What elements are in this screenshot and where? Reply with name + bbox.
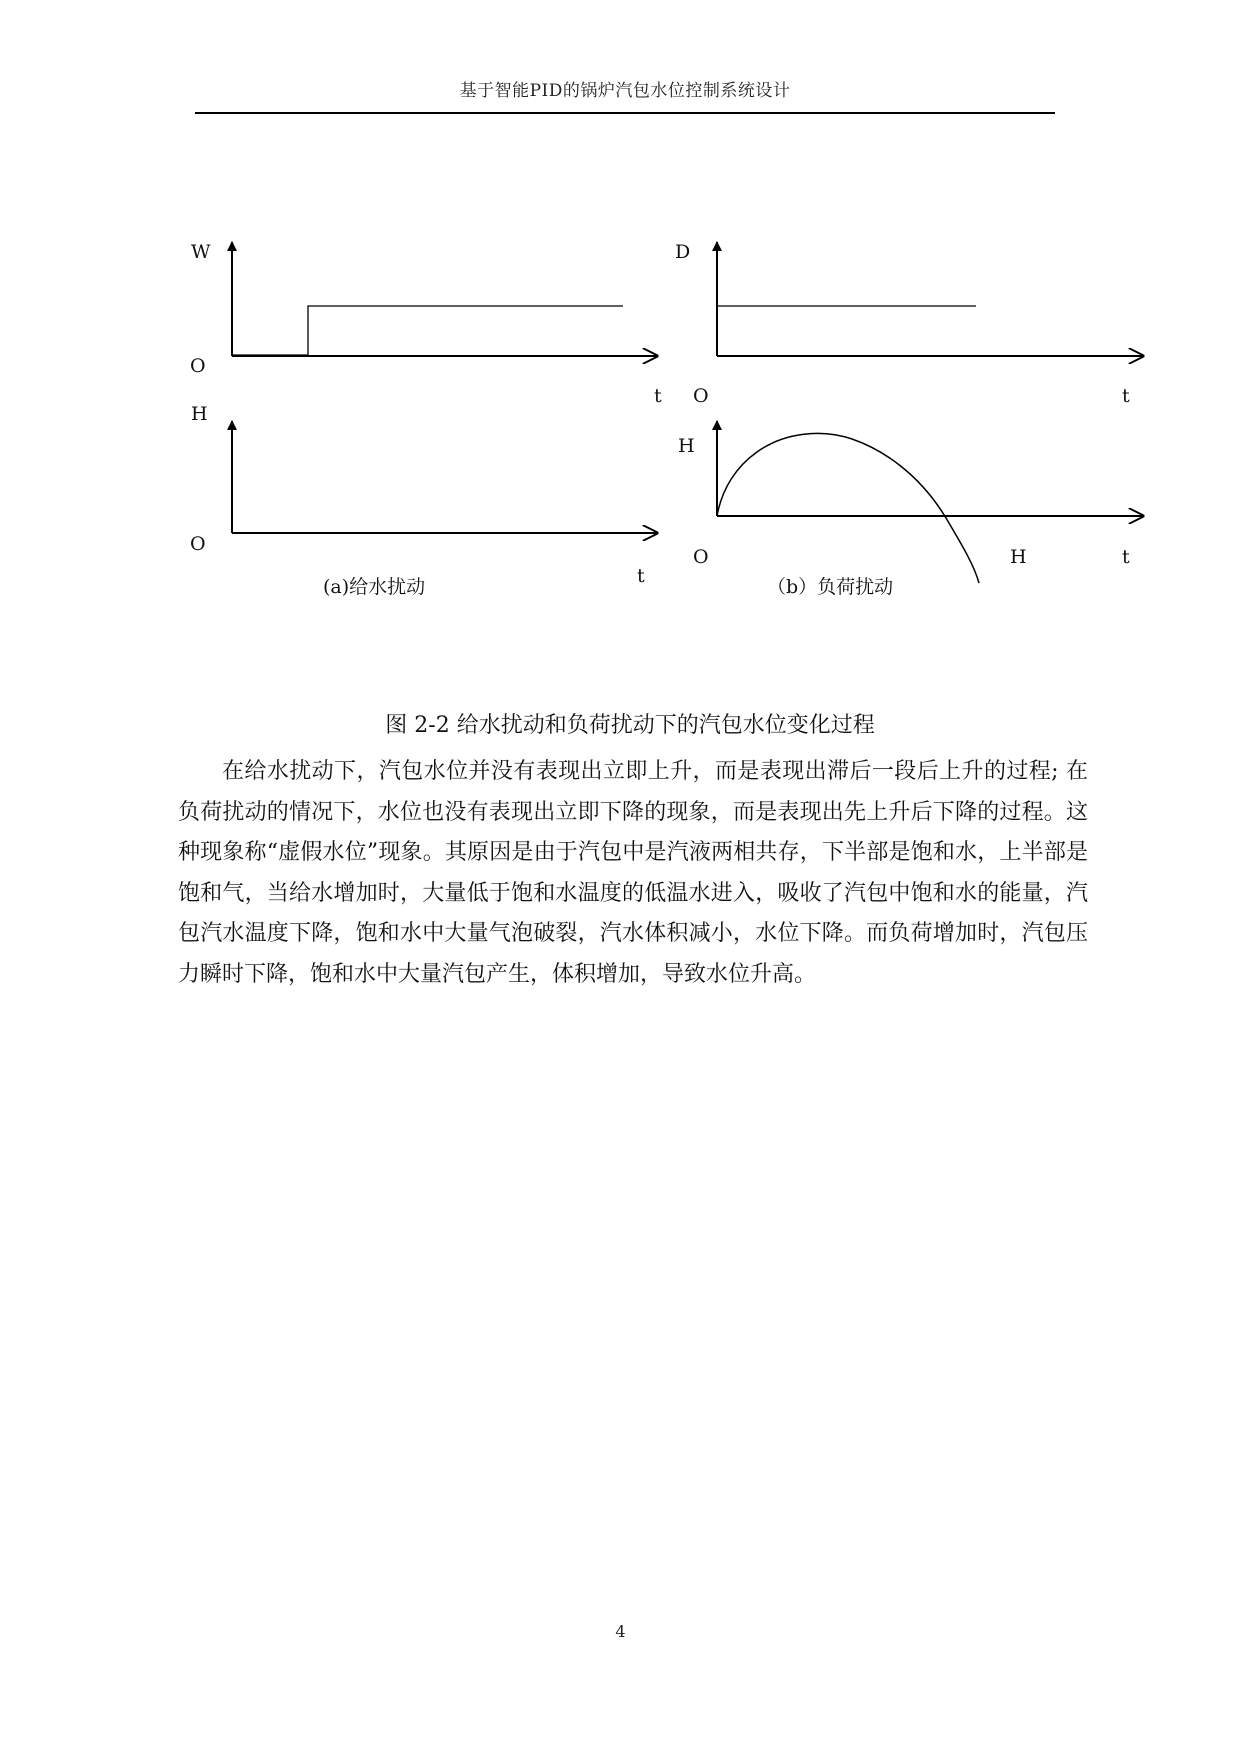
panel-a-subcaption: (a)给水扰动: [323, 576, 426, 598]
panel-a-top-plot: [190, 241, 662, 407]
panel-a-bottom-x-label: t: [637, 565, 645, 587]
figure-2-2: [0, 0, 1241, 700]
panel-b-bottom-x-label: t: [1122, 546, 1130, 568]
body-text: [178, 752, 1088, 995]
panel-b-top-plot: [675, 241, 1143, 407]
panel-b-top-origin-label: O: [693, 385, 709, 407]
panel-b-top-x-label: t: [1122, 385, 1130, 407]
panel-b-subcaption: （b）负荷扰动: [767, 576, 894, 598]
page-number: 4: [615, 1622, 626, 1641]
panel-b-bottom-plot: [678, 421, 1143, 598]
body-paragraph: 在给水扰动下，汽包水位并没有表现出立即上升，而是表现出滞后一段后上升的过程; 在负荷扰动的情况下，水位也没有表现出立即下降的现象，而是表现出先上升后下降的过程。这种现象称“虚假水位”现象。其原因是由于汽包中是汽液两相共存，下半部是饱和水，上半部是饱和气，当给水增加时，大量低于饱和水温度的低温水进入，吸收了汽包中饱和水的能量，汽包汽水温度下降，饱和水中大量气泡破裂，汽水体积减小，水位下降。而负荷增加时，汽包压力瞬时下降，饱和水中大量汽包产生，体积增加，导致水位升高。: [178, 759, 1088, 987]
panel-a-top-origin-label: O: [190, 355, 206, 377]
panel-b-bottom-origin-label: O: [693, 546, 709, 568]
panel-a-top-x-label: t: [654, 385, 662, 407]
panel-b-bottom-y-label: H: [678, 435, 695, 457]
panel-b-bottom-extra-label: H: [1010, 546, 1027, 568]
panel-b-top-y-label: D: [675, 241, 691, 263]
running-header: 基于智能PID的锅炉汽包水位控制系统设计: [459, 81, 791, 101]
figure-caption: 图 2-2 给水扰动和负荷扰动下的汽包水位变化过程: [385, 713, 875, 738]
feedwater-step-line: [232, 306, 623, 355]
panel-a-bottom-plot: [190, 403, 657, 598]
false-water-level-curve: [717, 433, 979, 583]
panel-a-bottom-origin-label: O: [190, 533, 206, 555]
panel-a-top-y-label: W: [191, 241, 211, 263]
panel-a-bottom-y-label: H: [191, 403, 208, 425]
